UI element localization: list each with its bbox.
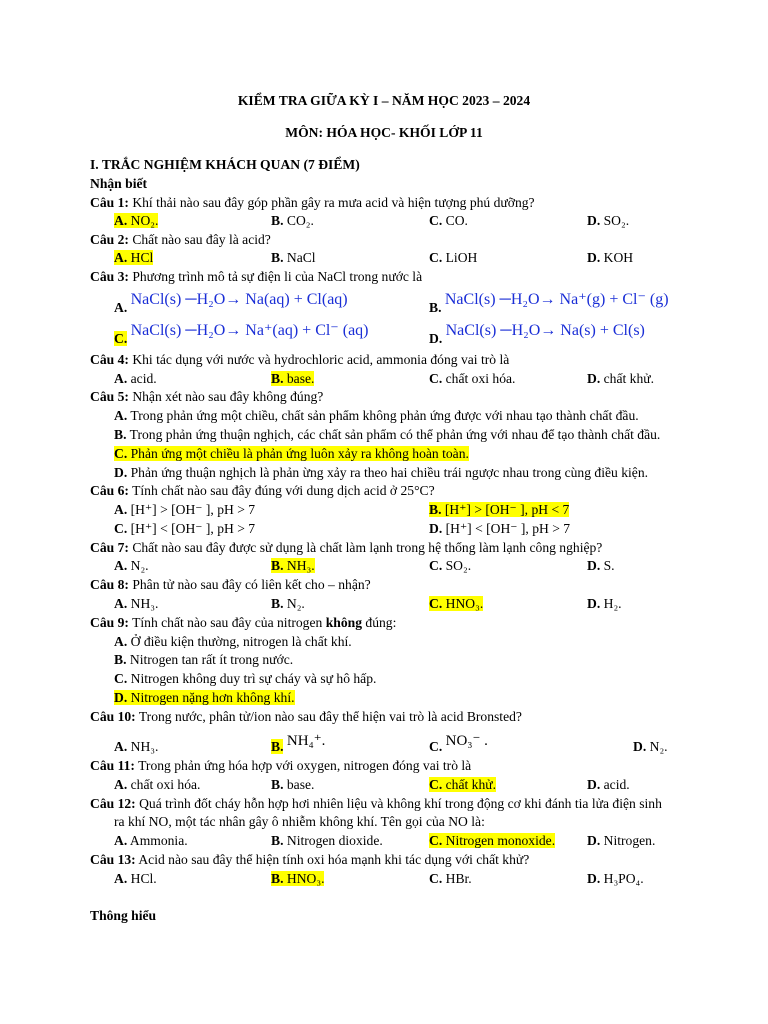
q4-option-d: D. chất khử.	[587, 371, 655, 386]
q1-option-a: A. NO₂.	[114, 213, 159, 228]
q6-option-a: A. [H⁺] > [OH⁻ ], pH > 7	[114, 502, 256, 517]
q9-option-d: D. Nitrogen nặng hơn không khí.	[114, 690, 295, 705]
q3-option-a: A. NaCl(s) ─H₂O→ Na(aq) + Cl(aq)	[114, 291, 348, 315]
q2-option-b: B. NaCl	[271, 250, 316, 265]
q4-option-b: B. base.	[271, 371, 315, 386]
q4-option-c: C. chất oxi hóa.	[429, 371, 516, 386]
q8-option-d: D. H₂.	[587, 596, 622, 611]
question-2: Câu 2: Chất nào sau đây là acid?	[90, 232, 271, 247]
q13-option-d: D. H₃PO₄.	[587, 871, 644, 886]
q6-option-c: C. [H⁺] < [OH⁻ ], pH > 7	[114, 521, 256, 536]
q13-option-b: B. HNO₃.	[271, 871, 325, 886]
q10-option-b: B. NH₄⁺.	[271, 733, 326, 754]
q3-option-d: D. NaCl(s) ─H₂O→ Na(s) + Cl(s)	[429, 322, 645, 346]
question-9: Câu 9: Tính chất nào sau đây của nitrogen không đúng:	[90, 615, 397, 630]
q1-option-d: D. SO₂.	[587, 213, 630, 228]
q10-option-d: D. N₂.	[633, 739, 668, 754]
question-5: Câu 5: Nhận xét nào sau đây không đúng?	[90, 389, 324, 404]
q11-option-d: D. acid.	[587, 777, 630, 792]
q9-option-b: B. Nitrogen tan rất ít trong nước.	[114, 652, 294, 667]
exam-subject: MÔN: HÓA HỌC- KHỐI LỚP 11	[285, 125, 483, 140]
q12-option-b: B. Nitrogen dioxide.	[271, 833, 383, 848]
q6-option-d: D. [H⁺] < [OH⁻ ], pH > 7	[429, 521, 571, 536]
question-7: Câu 7: Chất nào sau đây được sử dụng là chất làm lạnh trong hệ thống làm lạnh công nghiệp?	[90, 540, 603, 555]
q5-option-c: C. Phản ứng một chiều là phản ứng luôn xảy ra không hoàn toàn.	[114, 446, 469, 461]
question-13: Câu 13: Acid nào sau đây thể hiện tính oxi hóa mạnh khi tác dụng với chất khử?	[90, 852, 530, 867]
q7-option-c: C. SO₂.	[429, 558, 472, 573]
q2-option-a: A. HCl	[114, 250, 154, 265]
q3-option-c: C. NaCl(s) ─H₂O→ Na⁺(aq) + Cl⁻ (aq)	[114, 322, 369, 346]
q6-option-b: B. [H⁺] > [OH⁻ ], pH < 7	[429, 502, 570, 517]
q11-option-b: B. base.	[271, 777, 315, 792]
question-10: Câu 10: Trong nước, phân tử/ion nào sau đây thể hiện vai trò là acid Bronsted?	[90, 709, 522, 724]
exam-title: KIỂM TRA GIỮA KỲ I – NĂM HỌC 2023 – 2024	[237, 93, 531, 108]
question-3: Câu 3: Phương trình mô tả sự điện li của NaCl trong nước là	[90, 269, 423, 284]
q5-option-b: B. Trong phản ứng thuận nghịch, các chất sản phẩm có thể phản ứng với nhau để tạo thành chất đầu.	[114, 427, 661, 442]
section-title: I. TRẮC NGHIỆM KHÁCH QUAN (7 ĐIỂM)	[90, 157, 360, 172]
q10-option-a: A. NH₃.	[114, 739, 159, 754]
q10-option-c: C. NO₃⁻ .	[429, 733, 488, 754]
q13-option-a: A. HCl.	[114, 871, 157, 886]
question-12-line-2: ra khí NO, một tác nhân gây ô nhiễm không khí. Tên gọi của NO là:	[114, 814, 485, 829]
q9-option-a: A. Ở điều kiện thường, nitrogen là chất khí.	[114, 634, 352, 649]
q2-option-d: D. KOH	[587, 250, 634, 265]
q1-option-b: B. CO₂.	[271, 213, 314, 228]
q12-option-c: C. Nitrogen monoxide.	[429, 833, 556, 848]
question-12: Câu 12: Quá trình đốt cháy hỗn hợp hơi nhiên liệu và không khí trong động cơ khi đánh tia lửa điện sinh	[90, 796, 662, 811]
q11-option-a: A. chất oxi hóa.	[114, 777, 201, 792]
q3-option-b: B. NaCl(s) ─H₂O→ Na⁺(g) + Cl⁻ (g)	[429, 291, 669, 315]
level-heading: Nhận biết	[90, 176, 148, 191]
q13-option-c: C. HBr.	[429, 871, 472, 886]
q7-option-b: B. NH₃.	[271, 558, 315, 573]
q8-option-c: C. HNO₃.	[429, 596, 484, 611]
question-11: Câu 11: Trong phản ứng hóa hợp với oxygen, nitrogen đóng vai trò là	[90, 758, 472, 773]
q8-option-b: B. N₂.	[271, 596, 305, 611]
q12-option-d: D. Nitrogen.	[587, 833, 656, 848]
q5-option-d: D. Phản ứng thuận nghịch là phản ừng xảy ra theo hai chiều trái ngược nhau trong cùng điều kiện.	[114, 465, 649, 480]
q12-option-a: A. Ammonia.	[114, 833, 188, 848]
q9-option-c: C. Nitrogen không duy trì sự cháy và sự hô hấp.	[114, 671, 377, 686]
question-6: Câu 6: Tính chất nào sau đây đúng với dung dịch acid ở 25°C?	[90, 483, 435, 498]
q8-option-a: A. NH₃.	[114, 596, 159, 611]
level-heading-2: Thông hiểu	[90, 908, 157, 923]
q1-option-c: C. CO.	[429, 213, 468, 228]
q7-option-d: D. S.	[587, 558, 615, 573]
question-8: Câu 8: Phân tử nào sau đây có liên kết cho – nhận?	[90, 577, 371, 592]
question-4: Câu 4: Khi tác dụng với nước và hydrochloric acid, ammonia đóng vai trò là	[90, 352, 510, 367]
question-1: Câu 1: Khí thải nào sau đây góp phần gây ra mưa acid và hiện tượng phú dưỡng?	[90, 195, 535, 210]
q7-option-a: A. N₂.	[114, 558, 149, 573]
q2-option-c: C. LiOH	[429, 250, 478, 265]
q5-option-a: A. Trong phản ứng một chiều, chất sản phẩm không phản ứng được với nhau tạo thành chất đầu.	[114, 408, 639, 423]
q11-option-c: C. chất khử.	[429, 777, 497, 792]
q4-option-a: A. acid.	[114, 371, 157, 386]
